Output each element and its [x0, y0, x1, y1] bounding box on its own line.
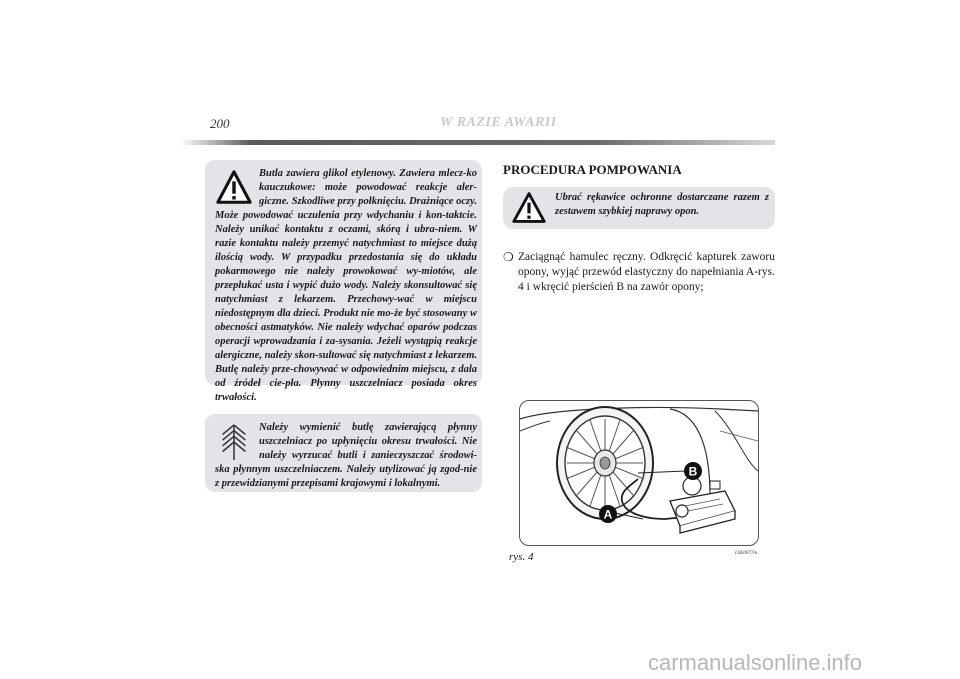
warning-triangle-icon — [511, 191, 547, 225]
procedure-step — [503, 250, 775, 295]
callout-a-label: A — [603, 507, 613, 522]
header-rule — [180, 140, 775, 145]
bullet-mark: ❍ — [503, 250, 514, 264]
environment-text: Należy wymienić butlę zawierającą płynny uszczelniacz po upłynięciu okresu trwałości. Nie należy wyrzucać butli i zanieczyszczać środowi-ska płynnym uszczelniaczem. Należy utylizować ją zgod-nie z przewidzianymi przepisami krajowymi i lokalnymi. — [215, 422, 477, 489]
tire-compressor-drawing — [520, 401, 758, 545]
callout-b-label: B — [688, 464, 698, 479]
header-section-title: W RAZIE AWARII — [440, 115, 557, 130]
figure-code: L0E0077m — [735, 551, 757, 556]
page-number: 200 — [210, 116, 230, 131]
warning-box — [205, 160, 482, 403]
figure-illustration — [519, 400, 759, 546]
procedure-warning-box — [503, 187, 775, 229]
figure-caption: rys. 4 — [509, 551, 534, 563]
environment-tree-icon — [215, 421, 253, 463]
procedure-title: PROCEDURA POMPOWANIA — [503, 162, 682, 177]
watermark: carmanualsonline.info — [648, 650, 863, 675]
warning-text: Butla zawiera glikol etylenowy. Zawiera mlecz-ko kauczukowe: może powodować reakcje aler-giczne. Szkodliwe przy połknięciu. Drażniące oczy. Może powodować uczulenia przy wdychaniu i kon-taktcie. Należy unikać kontaktu z oczami, skórą i ubra-niem. W razie kontaktu należy przemyć natychmiast to miejsce dużą ilością wody. W przypadku przedostania się do układu pokarmowego nie należy prowokować wy-miotów, ale przepłukać usta i wypić dużo wody. Należy skonsultować się natychmiast z lekarzem. Przechowy-wać w miejscu niedostępnym dla dzieci. Produkt nie mo-że być stosowany w obecności astmatyków. Nie należy wdychać oparów podczas operacji wprowadzania i za-sysania. Jeżeli wystąpią reakcje alergiczne, należy skon-sultować się natychmiast z lekarzem. Butlę należy prze-chowywać w odpowiednim miejscu, z dala od źródeł cie-pła. Płynny uszczelniacz posiada okres trwałości. — [215, 168, 477, 403]
procedure-step-text: Zaciągnąć hamulec ręczny. Odkręcić kapturek zaworu opony, wyjąć przewód elastyczny do napełniania A-rys. 4 i wkręcić pierścień B na zawór opony; — [518, 251, 775, 293]
warning-triangle-icon — [215, 167, 253, 209]
procedure-warning-text: Ubrać rękawice ochronne dostarczane razem z zestawem szybkiej naprawy opon. — [555, 192, 769, 217]
environment-box — [205, 414, 482, 492]
